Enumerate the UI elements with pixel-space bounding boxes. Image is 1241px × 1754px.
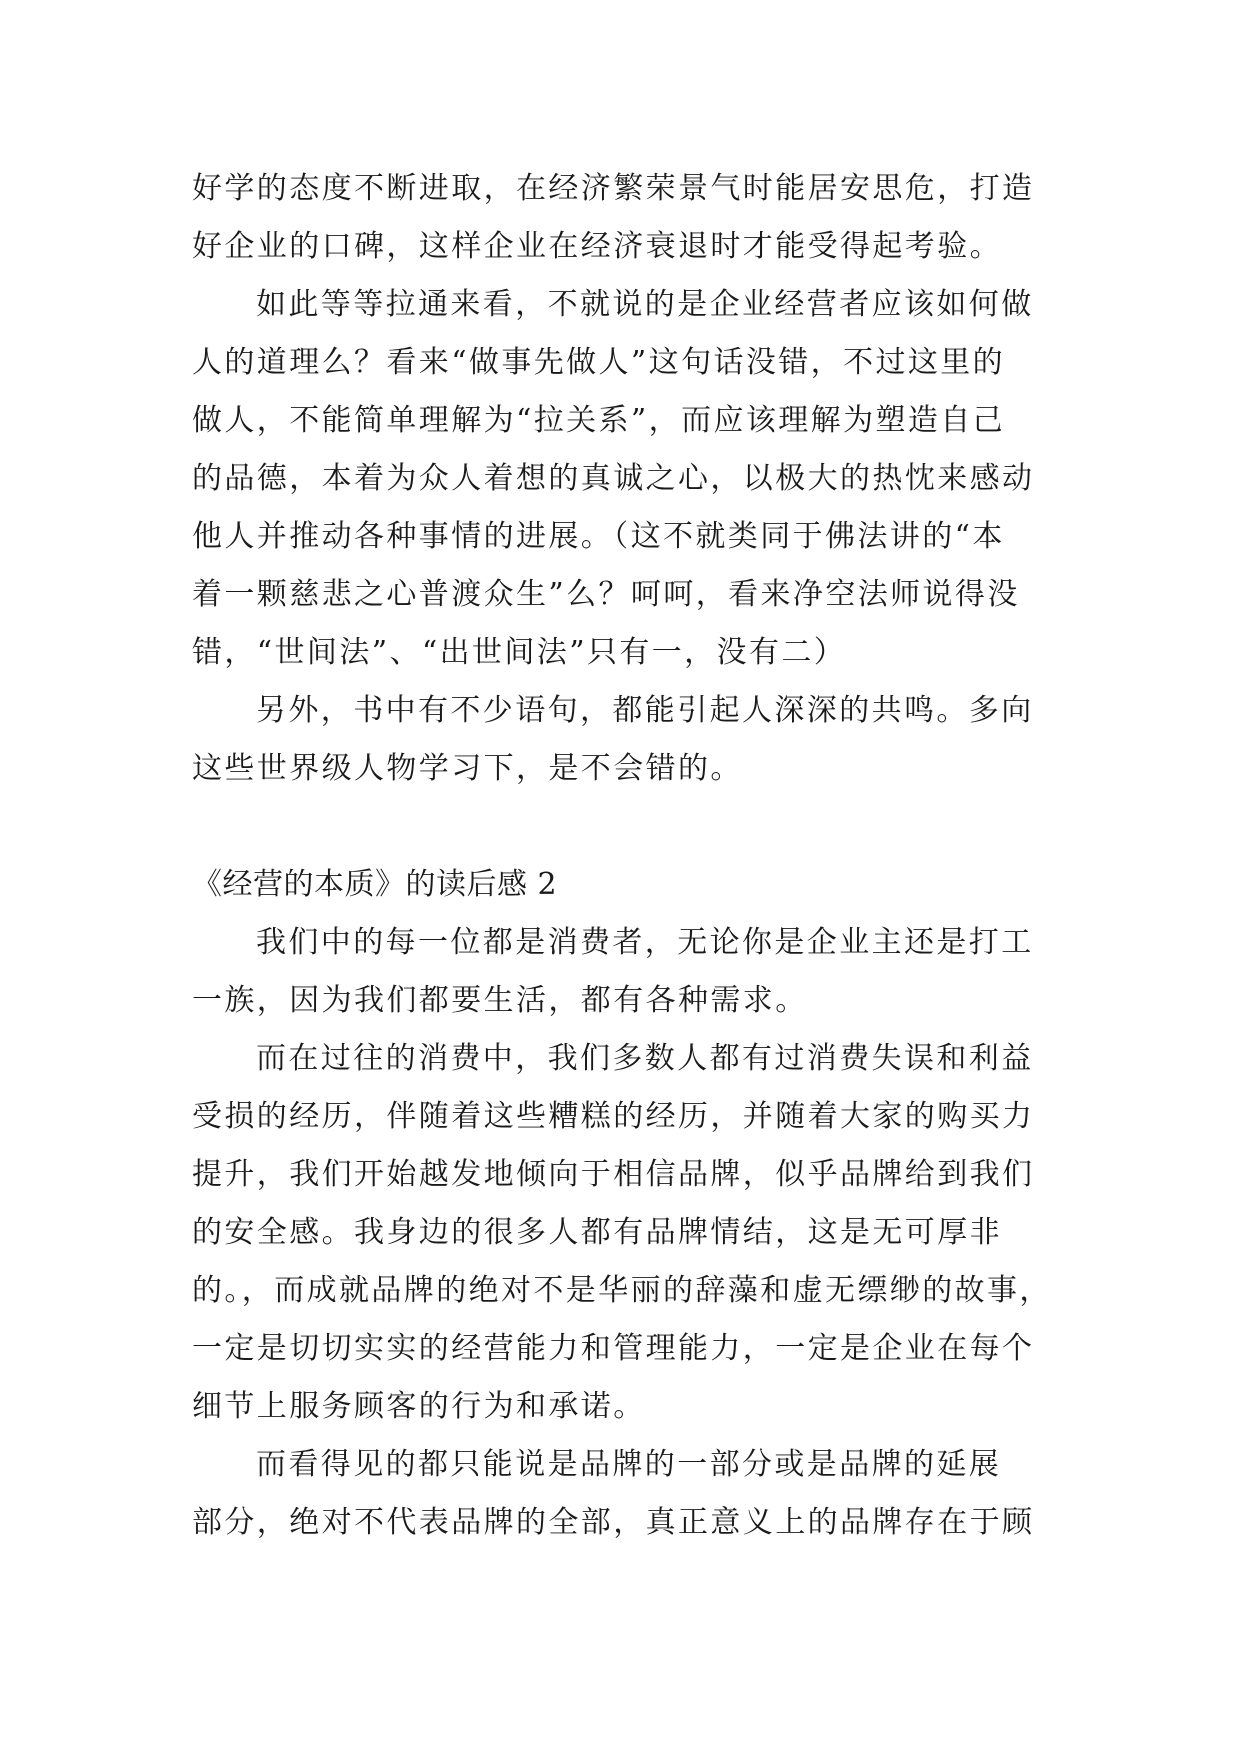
text-line: 人的道理么？看来“做事先做人”这句话没错，不过这里的 xyxy=(192,345,1006,380)
text-line: 的品德，本着为众人着想的真诚之心，以极大的热忱来感动 xyxy=(192,461,1035,496)
text-line: 部分，绝对不代表品牌的全部，真正意义上的品牌存在于顾 xyxy=(192,1505,1035,1540)
section-heading: 《经营的本质》的读后感 2 xyxy=(192,867,558,902)
text-line: 做人，不能简单理解为“拉关系”，而应该理解为塑造自己 xyxy=(192,403,1006,438)
text-line: 错，“世间法”、“出世间法”只有一，没有二） xyxy=(192,635,847,670)
text-line: 的安全感。我身边的很多人都有品牌情结，这是无可厚非 xyxy=(192,1215,1002,1250)
text-line: 我们中的每一位都是消费者，无论你是企业主还是打工 xyxy=(256,925,1034,960)
text-line: 一族，因为我们都要生活，都有各种需求。 xyxy=(192,983,808,1018)
text-line: 另外，书中有不少语句，都能引起人深深的共鸣。多向 xyxy=(256,693,1034,728)
text-line: 而在过往的消费中，我们多数人都有过消费失误和利益 xyxy=(256,1041,1034,1076)
text-line: 一定是切切实实的经营能力和管理能力，一定是企业在每个 xyxy=(192,1331,1035,1366)
text-line: 提升，我们开始越发地倾向于相信品牌，似乎品牌给到我们 xyxy=(192,1157,1035,1192)
text-line: 而看得见的都只能说是品牌的一部分或是品牌的延展 xyxy=(256,1447,1002,1482)
text-line: 着一颗慈悲之心普渡众生”么？呵呵，看来净空法师说得没 xyxy=(192,577,1020,612)
paragraph xyxy=(192,276,1056,682)
text-line: 好企业的口碑，这样企业在经济衰退时才能受得起考验。 xyxy=(192,229,1002,264)
text-line: 的。，而成就品牌的绝对不是华丽的辞藻和虚无缥缈的故事， xyxy=(192,1273,1052,1308)
paragraph xyxy=(192,160,1056,276)
paragraph xyxy=(192,1030,1056,1436)
paragraph xyxy=(192,682,1056,798)
text-line: 如此等等拉通来看，不就说的是企业经营者应该如何做 xyxy=(256,287,1034,322)
text-line: 受损的经历，伴随着这些糟糕的经历，并随着大家的购买力 xyxy=(192,1099,1035,1134)
text-line: 他人并推动各种事情的进展。（这不就类同于佛法讲的“本 xyxy=(192,519,1005,554)
document-body xyxy=(192,160,1056,1552)
blank-line xyxy=(192,798,1056,856)
text-line: 细节上服务顾客的行为和承诺。 xyxy=(192,1389,646,1424)
text-line: 这些世界级人物学习下，是不会错的。 xyxy=(192,751,743,786)
paragraph xyxy=(192,1436,1056,1552)
text-line: 好学的态度不断进取，在经济繁荣景气时能居安思危，打造 xyxy=(192,171,1035,206)
paragraph xyxy=(192,914,1056,1030)
